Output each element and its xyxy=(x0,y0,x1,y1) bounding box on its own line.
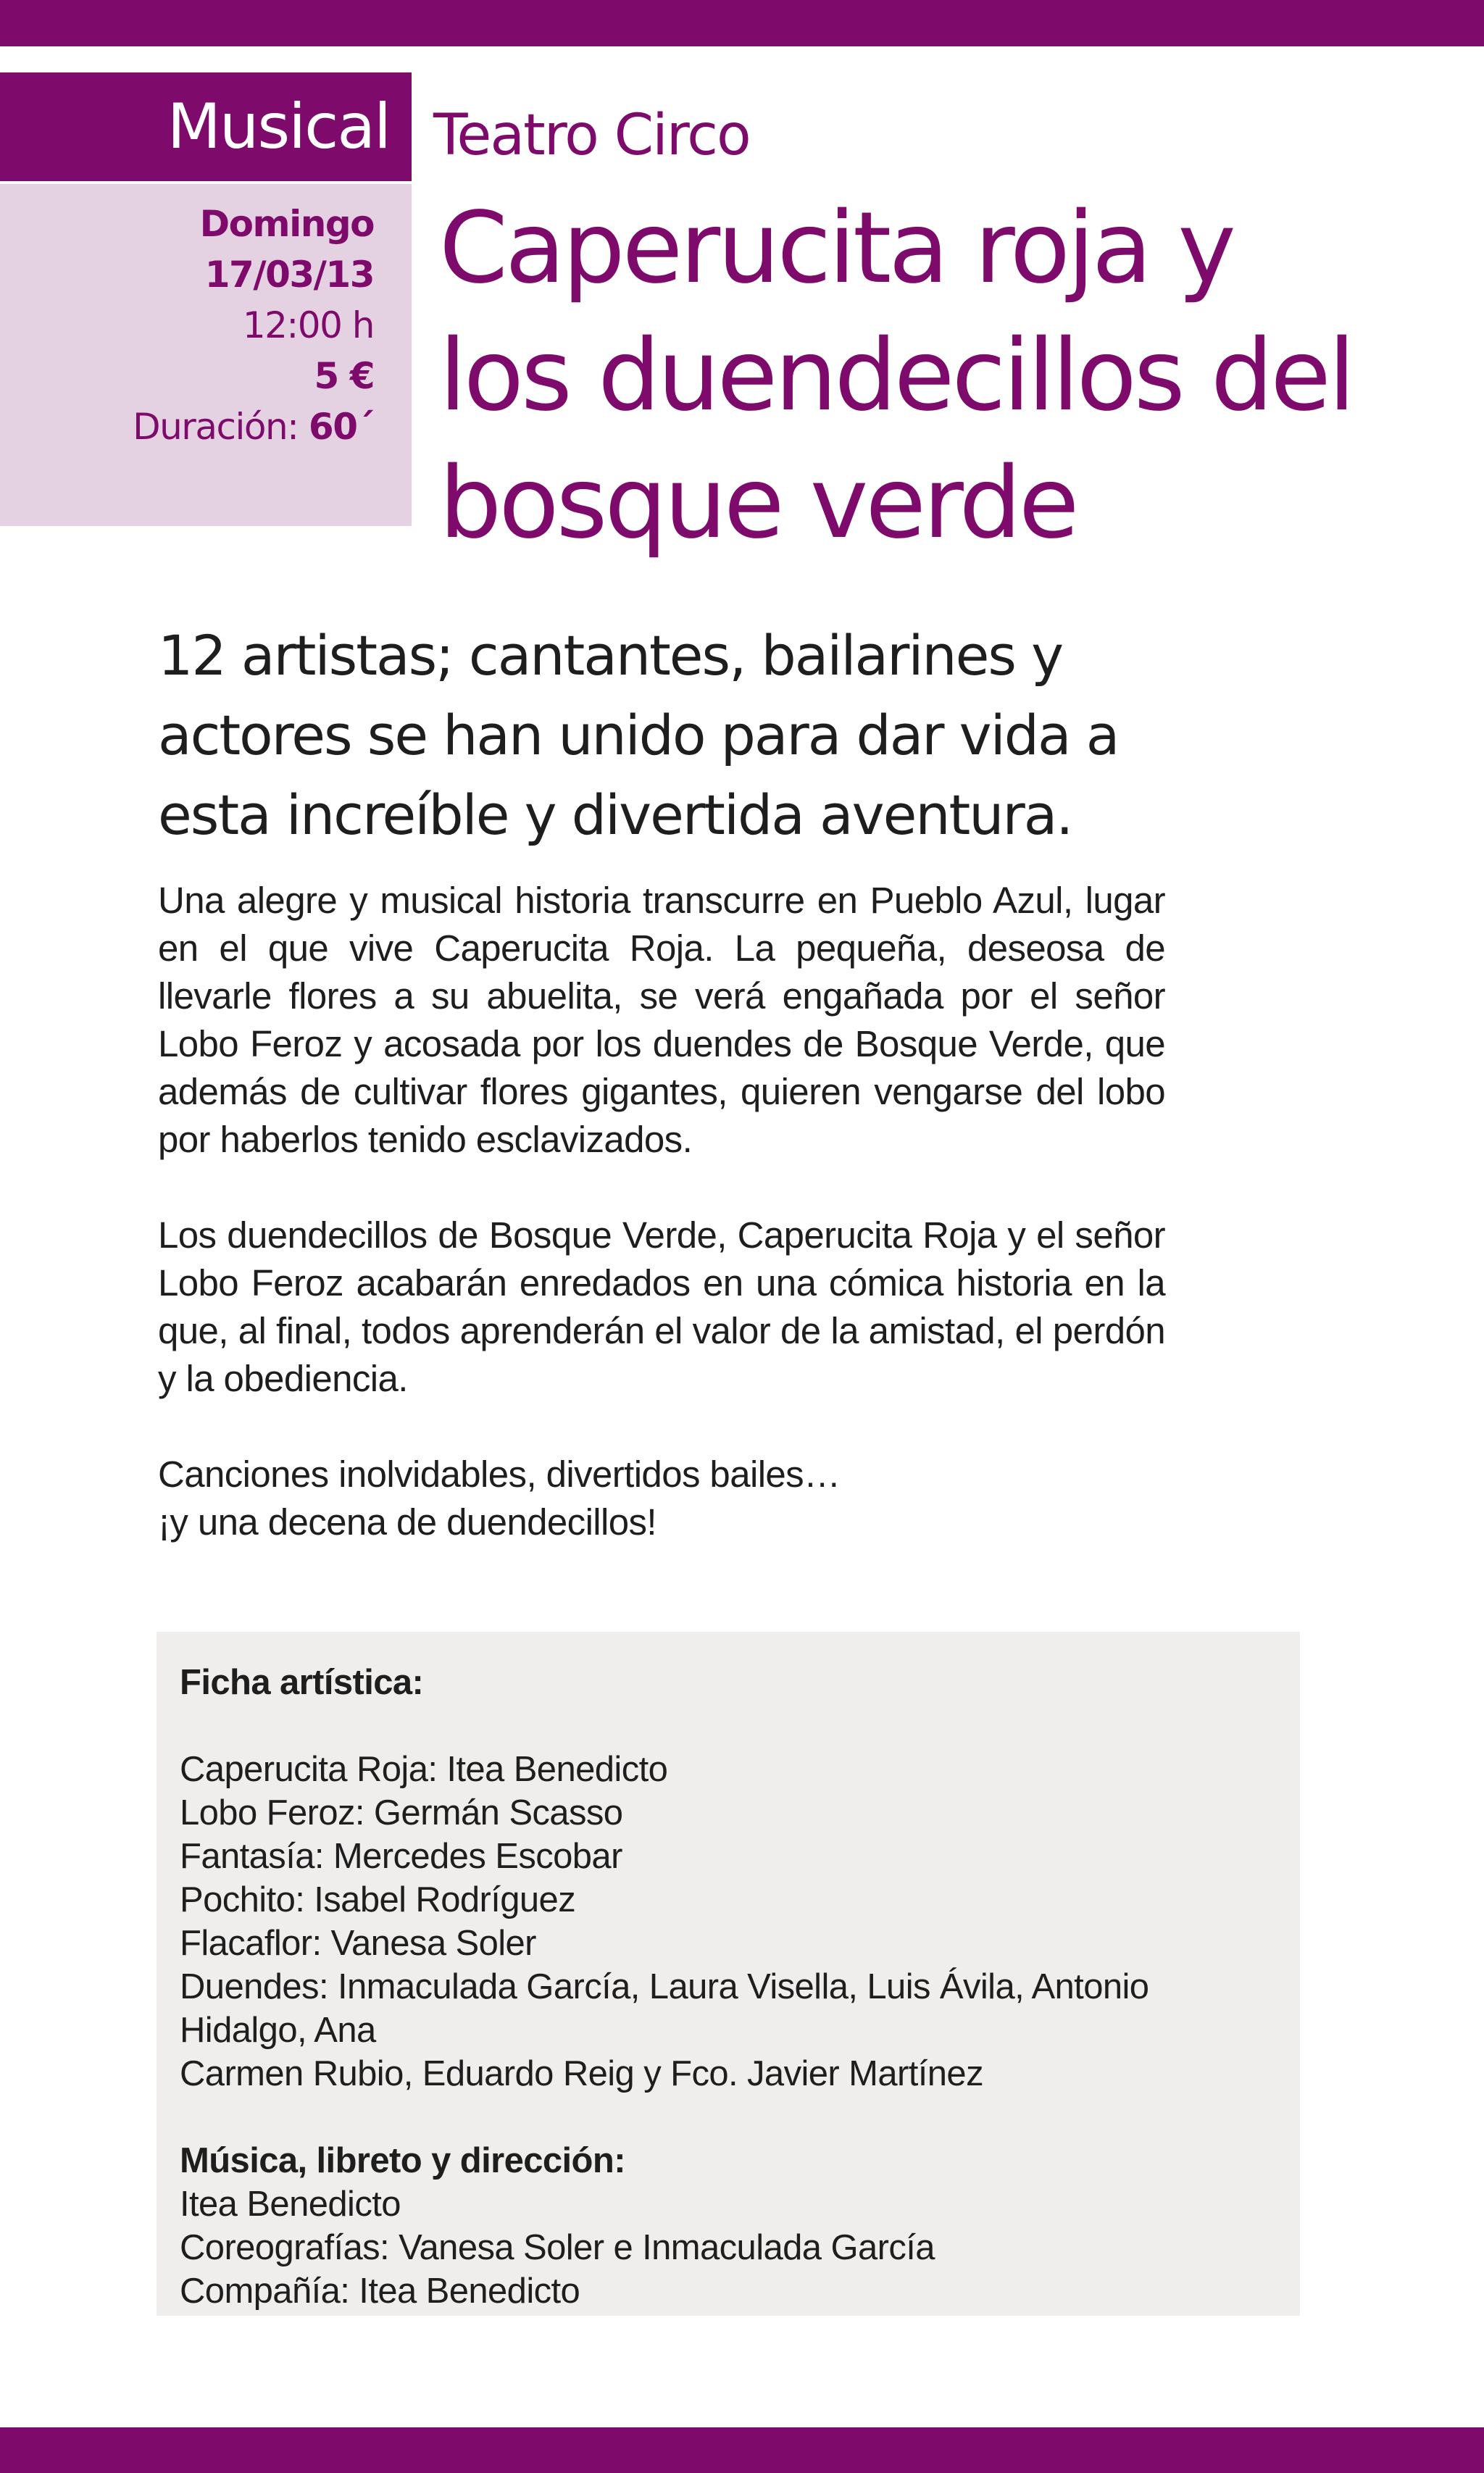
direction-heading: Música, libreto y dirección: xyxy=(180,2141,625,2180)
direction-line: Coreografías: Vanesa Soler e Inmaculada García xyxy=(180,2228,935,2267)
direction-line: Itea Benedicto xyxy=(180,2185,401,2224)
event-duration xyxy=(0,401,374,452)
lead-line: 12 artistas; cantantes, bailarines y xyxy=(158,623,1063,688)
cast-line: Carmen Rubio, Eduardo Reig y Fco. Javier Martínez xyxy=(180,2054,983,2093)
cast-line: Lobo Feroz: Germán Scasso xyxy=(180,1793,623,1832)
category-label xyxy=(0,72,412,181)
cast-line: Pochito: Isabel Rodríguez xyxy=(180,1880,576,1919)
venue-name: Teatro Circo xyxy=(433,103,750,168)
lead-line: actores se han unido para dar vida a xyxy=(158,703,1119,767)
event-info-box xyxy=(0,184,412,526)
bottom-banner-bar xyxy=(0,2427,1484,2473)
synopsis-paragraph: Una alegre y musical historia transcurre en Pueblo Azul, lugar en el que vive Caperucita Roja. La pequeña, deseosa de llevarle flores a su abuelita, se verá engañada por el señor Lobo Feroz y acosada por los duendes de Bosque Verde, que además de cultivar flores gigantes, quieren vengarse del lobo por haberlos tenido esclavizados. xyxy=(158,880,1165,1160)
event-time: 12:00 h xyxy=(242,304,374,346)
lead-text xyxy=(158,616,1201,855)
top-banner-bar xyxy=(0,0,1484,46)
synopsis-closing xyxy=(158,1451,1165,1546)
cast-line: Caperucita Roja: Itea Benedicto xyxy=(180,1750,668,1789)
closing-line: Canciones inolvidables, divertidos bailes… xyxy=(158,1454,841,1495)
cast-line: Fantasía: Mercedes Escobar xyxy=(180,1837,622,1876)
cast-heading: Ficha artística: xyxy=(180,1663,424,1702)
event-day: Domingo xyxy=(199,203,374,245)
title-line: los duendecillos del xyxy=(439,319,1353,433)
cast-line: Flacaflor: Vanesa Soler xyxy=(180,1924,536,1963)
lead-line: esta increíble y divertida aventura. xyxy=(158,783,1072,847)
credits-box xyxy=(157,1632,1300,2316)
title-line: Caperucita roja y xyxy=(439,191,1233,306)
direction-line: Compañía: Itea Benedicto xyxy=(180,2272,580,2311)
event-date: 17/03/13 xyxy=(204,254,374,296)
title-line: bosque verde xyxy=(439,446,1077,561)
category-text: Musical xyxy=(167,91,390,163)
synopsis xyxy=(158,877,1165,1546)
cast-line: Duendes: Inmaculada García, Laura Visella, Luis Ávila, Antonio Hidalgo, Ana xyxy=(180,1967,1149,2050)
duration-label: Duración: xyxy=(133,406,299,448)
synopsis-paragraph: Los duendecillos de Bosque Verde, Caperucita Roja y el señor Lobo Feroz acabarán enredados en una cómica historia en la que, al final, todos aprenderán el valor de la amistad, el perdón y la obediencia. xyxy=(158,1214,1165,1399)
duration-value: 60´ xyxy=(308,406,374,448)
closing-line: ¡y una decena de duendecillos! xyxy=(158,1501,657,1543)
event-price: 5 € xyxy=(314,355,374,397)
show-title xyxy=(439,185,1367,567)
